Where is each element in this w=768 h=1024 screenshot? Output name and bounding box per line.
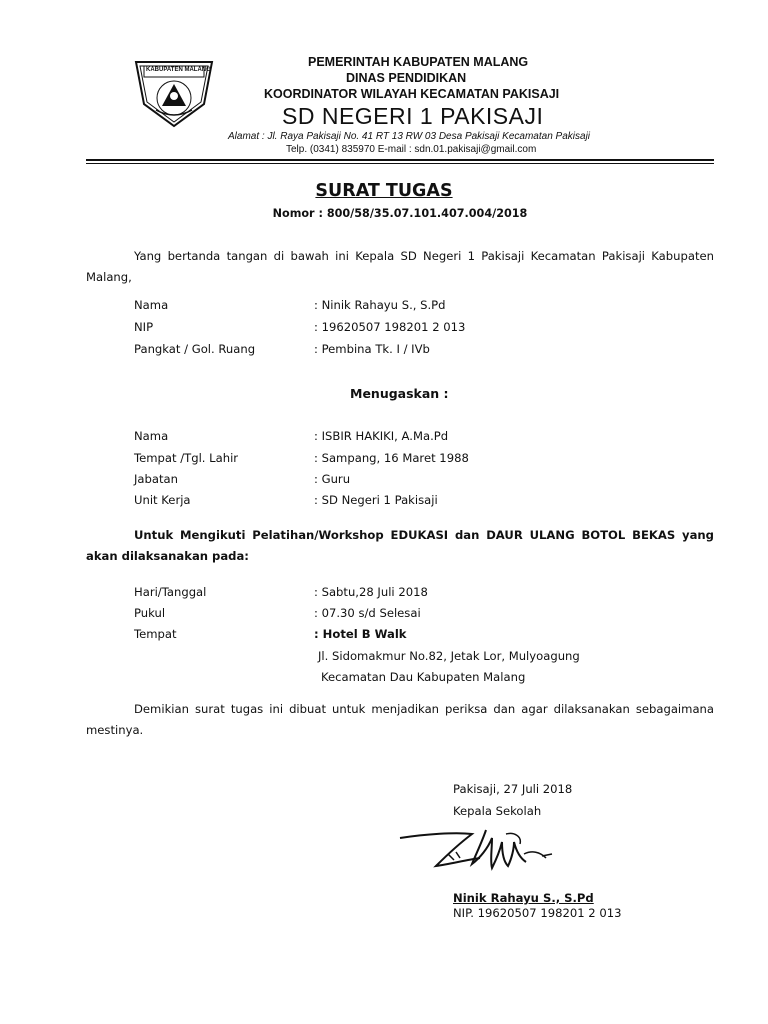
assignee-position-value: : Guru — [314, 472, 351, 486]
signer-name-value: : Ninik Rahayu S., S.Pd — [314, 298, 446, 312]
assignee-birth-value: : Sampang, 16 Maret 1988 — [314, 451, 469, 465]
event-date-value: : Sabtu,28 Juli 2018 — [314, 585, 428, 599]
signer-rank-value: : Pembina Tk. I / IVb — [314, 342, 430, 356]
assignee-name-label: Nama — [134, 429, 169, 443]
venue-address-line-2: Kecamatan Dau Kabupaten Malang — [321, 670, 526, 684]
signer-rank-label: Pangkat / Gol. Ruang — [134, 342, 256, 356]
assignee-unit-label: Unit Kerja — [134, 493, 191, 507]
assignee-unit-value: : SD Negeri 1 Pakisaji — [314, 493, 438, 507]
event-time-value: : 07.30 s/d Selesai — [314, 606, 421, 620]
assignee-name-value: : ISBIR HAKIKI, A.Ma.Pd — [314, 429, 449, 443]
letterhead-line-2: DINAS PENDIDIKAN — [346, 71, 467, 85]
assignee-birth-label: Tempat /Tgl. Lahir — [134, 451, 239, 465]
school-address: Alamat : Jl. Raya Pakisaji No. 41 RT 13 RW 03 Desa Pakisaji Kecamatan Pakisaji — [228, 131, 591, 142]
closing-paragraph: Demikian surat tugas ini dibuat untuk menjadikan periksa dan agar dilaksanakan sebagaimana mestinya. — [86, 702, 714, 737]
signature-nip: NIP. 19620507 198201 2 013 — [453, 906, 622, 920]
venue-address-line-1: Jl. Sidomakmur No.82, Jetak Lor, Mulyoagung — [318, 649, 580, 663]
intro-paragraph: Yang bertanda tangan di bawah ini Kepala SD Negeri 1 Pakisaji Kecamatan Pakisaji Kabupaten Malang, — [86, 249, 714, 284]
regency-logo — [132, 58, 216, 134]
signer-nip-label: NIP — [134, 320, 154, 334]
logo-text: KABUPATEN MALANG — [146, 67, 211, 73]
event-place-value: : Hotel B Walk — [314, 627, 407, 641]
school-contact: Telp. (0341) 835970 E-mail : sdn.01.pakisaji@gmail.com — [286, 144, 537, 155]
handwritten-signature — [396, 820, 566, 894]
school-name: SD NEGERI 1 PAKISAJI — [282, 103, 544, 129]
signature-name: Ninik Rahayu S., S.Pd — [453, 891, 594, 905]
letterhead-rule-thick — [86, 159, 714, 161]
signature-place-date: Pakisaji, 27 Juli 2018 — [453, 782, 573, 796]
signature-position: Kepala Sekolah — [453, 804, 542, 818]
event-place-label: Tempat — [134, 627, 177, 641]
document-title: SURAT TUGAS — [315, 181, 453, 201]
document-number: Nomor : 800/58/35.07.101.407.004/2018 — [272, 207, 528, 220]
letterhead-rule-thin — [86, 163, 714, 164]
signer-name-label: Nama — [134, 298, 169, 312]
letterhead-line-3: KOORDINATOR WILAYAH KECAMATAN PAKISAJI — [264, 87, 560, 101]
signer-nip-value: : 19620507 198201 2 013 — [314, 320, 466, 334]
event-date-label: Hari/Tanggal — [134, 585, 207, 599]
letterhead-line-1: PEMERINTAH KABUPATEN MALANG — [308, 55, 529, 69]
purpose-paragraph: Untuk Mengikuti Pelatihan/Workshop EDUKASI dan DAUR ULANG BOTOL BEKAS yang akan dilaksanakan pada: — [86, 528, 714, 563]
event-time-label: Pukul — [134, 606, 166, 620]
assignee-position-label: Jabatan — [134, 472, 178, 486]
assign-heading: Menugaskan : — [350, 386, 449, 401]
